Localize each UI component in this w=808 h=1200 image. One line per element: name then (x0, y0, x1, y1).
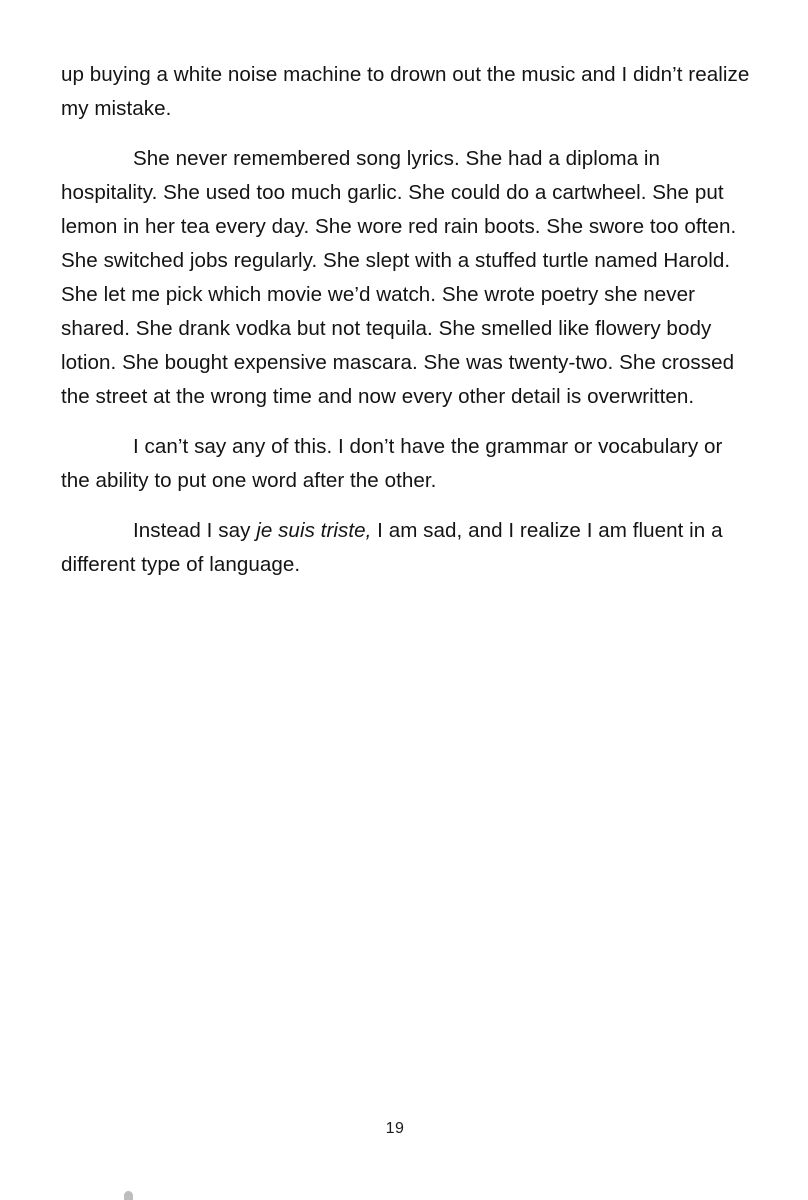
body-text (61, 58, 751, 598)
page-number: 19 (385, 1120, 405, 1137)
scroll-indicator (124, 1191, 133, 1200)
french-phrase: je suis triste, (256, 519, 372, 542)
paragraph-4 (61, 514, 751, 582)
paragraph-4-lead: Instead I say (133, 519, 257, 542)
paragraph-3: I can’t say any of this. I don’t have the grammar or vocabulary or the ability to put one word after the other. (61, 435, 723, 492)
paragraph-1: up buying a white noise machine to drown out the music and I didn’t realize my mistake. (61, 63, 750, 120)
paragraph-2: She never remembered song lyrics. She had a diploma in hospitality. She used too much garlic. She could do a cartwheel. She put lemon in her tea every day. She wore red rain boots. She swore too often. She switched jobs regularly. She slept with a stuffed turtle named Harold. She let me pick which movie we’d watch. She wrote poetry she never shared. She drank vodka but not tequila. She smelled like flowery body lotion. She bought expensive mascara. She was twenty-two. She crossed the street at the wrong time and now every other detail is overwritten. (61, 147, 737, 408)
paragraph-4-rest: I am sad, and I realize I am fluent in a different type of language. (61, 519, 723, 576)
